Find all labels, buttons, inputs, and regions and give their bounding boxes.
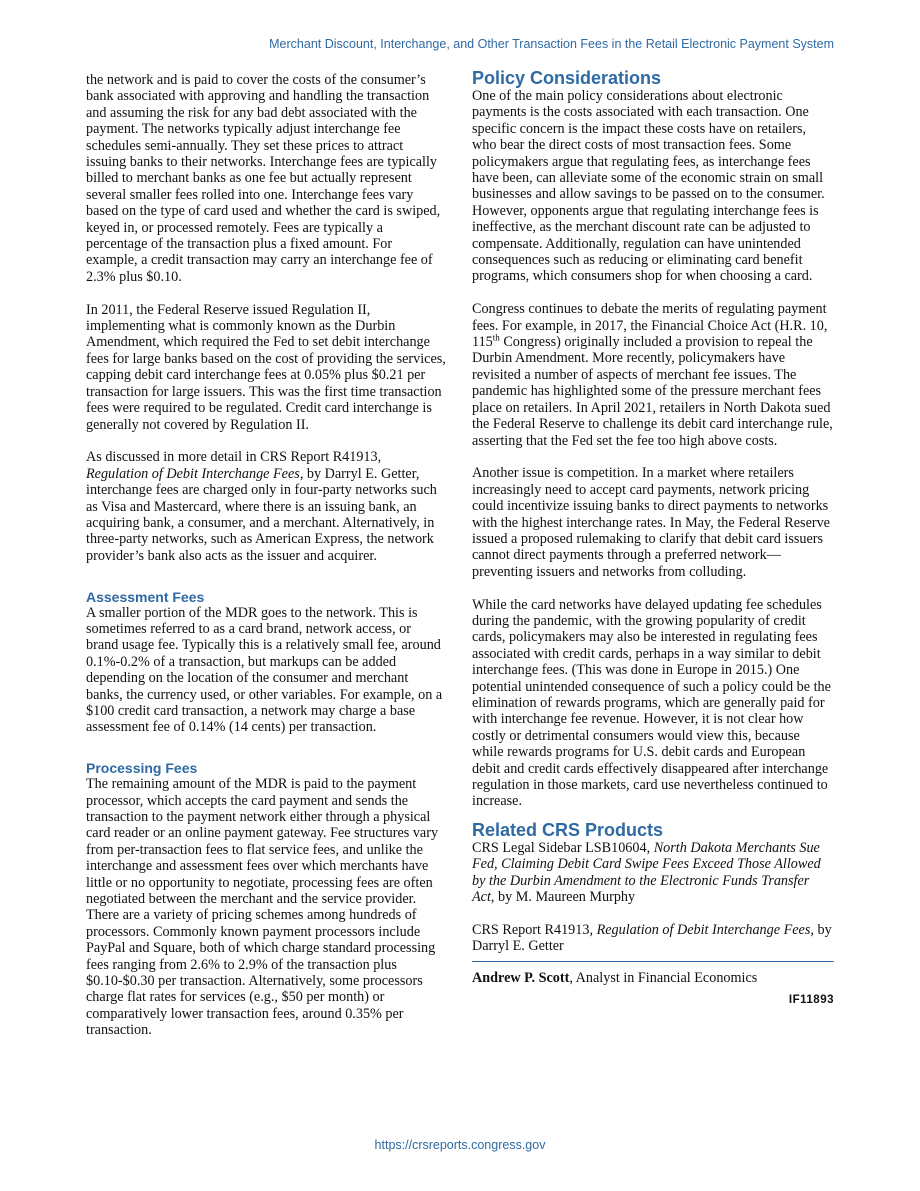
paragraph: Another issue is competition. In a market where retailers increasingly need to accept card payments, network pricing could incentivize issuing banks to direct payments to networks with the highest interchange rates. In May, the Federal Reserve issued a proposed rulemaking to clarify that debit card issuers cannot direct payments through a preferred network—preventing issuers and networks from colluding. (472, 465, 830, 580)
product-code: IF11893 (788, 994, 834, 1007)
section-heading-policy: Policy Considerations (472, 68, 662, 88)
running-header: Merchant Discount, Interchange, and Other Transaction Fees in the Retail Electronic Payment System (269, 37, 834, 51)
paragraph: While the card networks have delayed updating fee schedules during the pandemic, with the growing popularity of credit cards, policymakers may also be interested in regulating fees associated with credit cards, perhaps in a way similar to debit interchange fees. (This was done in Europe in 2015.) One potential unintended consequence of such a policy could be the elimination of rewards programs, which are generally paid for with interchange fee revenue. However, it is not clear how costly or detrimental consumers would view this, because while rewards programs for U.S. debit cards and European debit and credit cards effectively disappeared after interchange regulation in those markets, card use nevertheless continued to increase. (472, 596, 831, 810)
section-heading-related: Related CRS Products (472, 819, 664, 840)
paragraph: One of the main policy considerations about electronic payments is the costs associated with each transaction. One specific concern is the impact these costs have on retailers, who bear the direct costs of most transaction fees. Some policymakers argue that regulating fees, as interchange fees have been, can alleviate some of the economic strain on small businesses and allow savings to be passed on to the consumer. However, opponents argue that regulating interchange fees is ineffective, as the merchant discount rate can be adjusted to compensate. Additionally, regulation can have unintended consequences such as reducing or eliminating card benefit programs, which consumers shop for when choosing a card. (472, 88, 825, 285)
author-line: Andrew P. Scott, Analyst in Financial Economics (472, 969, 758, 986)
related-product: CRS Report R41913, Regulation of Debit Interchange Fees, by Darryl E. Getter (472, 921, 832, 955)
paragraph: Congress continues to debate the merits of regulating payment fees. For example, in 2017, the Financial Choice Act (H.R. 10, 115th Congress) originally included a provision to repeal the Durbin Amendment. More recently, policymakers have revisited a number of aspects of merchant fee issues. The pandemic has highlighted some of the pressure merchant fees place on retailers. In April 2021, retailers in North Dakota sued the Federal Reserve to challenge its debit card interchange rule, asserting that the Fed set the fee too high above costs. (472, 301, 833, 449)
right-column (472, 68, 834, 1008)
footer-url[interactable]: https://crsreports.congress.gov (374, 1138, 546, 1152)
section-heading-processing: Processing Fees (86, 760, 198, 777)
paragraph: The remaining amount of the MDR is paid to the payment processor, which accepts the card payment and sends the transaction to the payment network either through a physical card reader or an online payment gateway. Fee structures vary from per-transaction fees to flat service fees, and unlike the interchange and assessment fees over which merchants have little or no opportunity to negotiate, processing fees are often negotiated between the merchant and the service provider. There are a variety of pricing schemes among hundreds of processors. Commonly known payment processors include PayPal and Square, both of which charge standard processing fees ranging from 2.6% to 2.9% of the transaction plus $0.10-$0.30 per transaction. Alternatively, some processors charge flat rates for services (e.g., $50 per month) or comparatively lower transaction fees, around 0.35% per transaction. (86, 776, 439, 1039)
paragraph: In 2011, the Federal Reserve issued Regulation II, implementing what is commonly known as the Durbin Amendment, which required the Fed to set debit interchange fees for large banks based on the cost of providing the services, capping debit card interchange fees at 0.05% plus $0.21 per transaction for large issuers. This was the first time transaction fees were required to be regulated. Credit card interchange is generally not covered by Regulation II. (86, 301, 446, 433)
divider (472, 961, 834, 962)
left-column (86, 72, 446, 1055)
section-heading-assessment: Assessment Fees (86, 588, 205, 605)
related-product: CRS Legal Sidebar LSB10604, North Dakota Merchants Sue Fed, Claiming Debit Card Swipe Fees Exceed Those Allowed by the Durbin Amendment to the Electronic Funds Transfer Act, by M. Maureen Murphy (472, 839, 821, 906)
paragraph: A smaller portion of the MDR goes to the network. This is sometimes referred to as a card brand, network access, or brand usage fee. Typically this is a relatively small fee, around 0.1%-0.2% of a transaction, but markups can be added depending on the location of the consumer and merchant banks, the currency used, or other variables. For example, on a $100 credit card transaction, a network may charge a base assessment fee of 0.14% (14 cents) per transaction. (86, 604, 443, 736)
paragraph: As discussed in more detail in CRS Report R41913, Regulation of Debit Interchange Fees, by Darryl E. Getter, interchange fees are charged only in four-party networks such as Visa and Mastercard, where there is an issuing bank, an acquiring bank, a consumer, and a merchant. Alternatively, in three-party networks, such as American Express, the network provider’s bank also acts as the issuer and acquirer. (86, 449, 437, 564)
paragraph: the network and is paid to cover the costs of the consumer’s bank associated with approving and handling the transaction and assuming the risk for any bad debt associated with the payment. The networks typically adjust interchange fee schedules semi-annually. They set these prices to attract issuing banks to their networks. Interchange fees are typically billed to merchant banks as one fee but actually represent several smaller fees rolled into one. Interchange fees vary based on the type of card used and whether the card is swiped, keyed in, or processed remotely. Fees are typically a percentage of the transaction plus a fixed amount. For example, a credit transaction may carry an interchange fee of 2.3% plus $0.10. (86, 72, 441, 285)
report-title: Regulation of Debit Interchange Fees (86, 465, 300, 482)
